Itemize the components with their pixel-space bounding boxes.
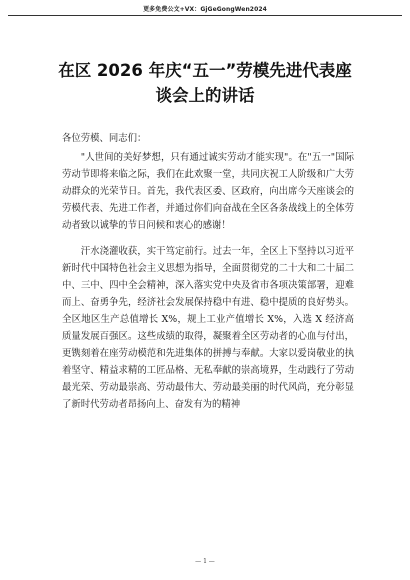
paragraph-2: 汗水浇灌收获，实干笃定前行。过去一年，全区上下坚持以习近平新时代中国特色社会主义思想为指导，全面贯彻党的二十大和二十届二中、三中、四中全会精神，深入落实党中央及省市各项决策部署，迎难而上、奋勇争先，经济社会发展保持稳中有进、稳中提质的良好势头。全区地区生产总值增长 X%，规上工业产值增长 X%，入选 X 经济高质量发展百强区。这些成绩的取得，凝聚着全区劳动者的心血与付出，更镌刻着在座劳动模范和先进集体的拼搏与奉献。大家以爱岗敬业的执着坚守、精益求精的工匠品格、无私奉献的崇高境界，生动践行了劳动最光荣、劳动最崇高、劳动最伟大、劳动最美丽的时代风尚，充分彰显了新时代劳动者昂扬向上、奋发有为的精神 (62, 245, 354, 411)
paragraph-1: "人世间的美好梦想，只有通过诚实劳动才能实现"。在"五一"国际劳动节即将来临之际，我们在此欢聚一堂，共同庆祝工人阶级和广大劳动群众的光荣节日。首先，我代表区委、区政府，向出席今天座谈会的劳模代表、先进工作者，并通过你们向奋战在全区各条战线上的全体劳动者致以诚挚的节日问候和衷心的感谢！ (62, 152, 354, 232)
title-line-1: 在区 2026 年庆“五一”劳模先进代表座 (58, 61, 352, 80)
salutation: 各位劳模、同志们： (62, 133, 147, 144)
page-number: — 1 — (195, 558, 215, 565)
page-header (8, 0, 402, 20)
header-divider (8, 15, 402, 16)
paragraph-spacer (62, 235, 354, 243)
document-title (40, 58, 370, 108)
title-line-2: 谈会上的讲话 (155, 86, 255, 105)
document-body (62, 130, 354, 414)
header-text: 更多免费公文+VX：GjGeGongWen2024 (143, 6, 267, 13)
